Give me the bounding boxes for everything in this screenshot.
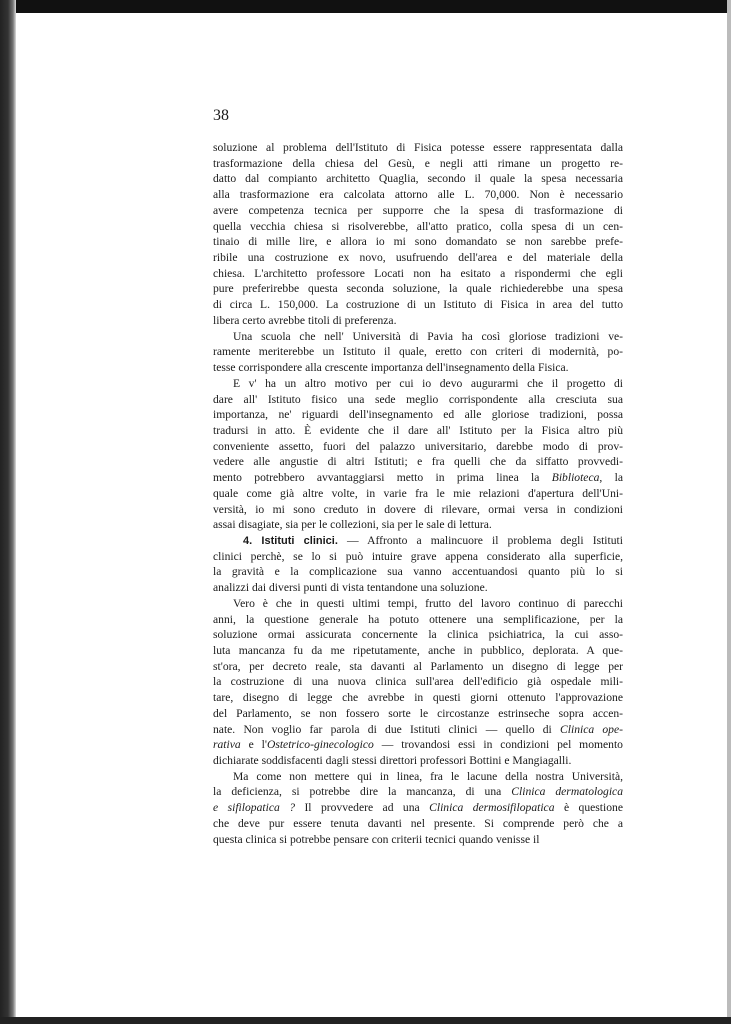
text-line: soluzione ormai assicurata concernente la clinica psichiatrica, la cui asso- xyxy=(213,628,623,642)
text-line xyxy=(213,737,623,753)
paragraph xyxy=(213,533,623,596)
text-line: datto dal compianto architetto Quaglia, secondo il quale la spesa necessaria xyxy=(213,172,623,186)
scan-edge-top xyxy=(0,0,731,13)
text-line: tesse corrispondere alla crescente importanza dell'insegnamento della Fisica. xyxy=(213,361,569,375)
text-line xyxy=(213,533,623,549)
paragraph xyxy=(213,376,623,533)
text-line: questa clinica si potrebbe pensare con criterii tecnici quando venisse il xyxy=(213,832,540,846)
text-line: tradursi in atto. È evidente che il dare all' Istituto per la Fisica altro più xyxy=(213,423,623,437)
body-text xyxy=(213,140,623,847)
text-line: luta mancanza fu da me ripetutamente, anche in pubblico, deplorata. A que- xyxy=(213,644,623,657)
text-line: trasformazione della chiesa del Gesù, e negli atti rimane un progetto re- xyxy=(213,156,623,170)
text-line: analizzi dai diversi punti di vista tentandone una soluzione. xyxy=(213,581,488,595)
text-segment: — trovandosi essi in condizioni pel momento xyxy=(373,738,623,752)
text-line: avere competenza tecnica per supporre che la spesa di trasformazione di xyxy=(213,203,623,217)
italic-term: Biblioteca xyxy=(551,471,600,485)
text-segment: , la xyxy=(599,471,623,485)
text-segment: mento potrebbero avvantaggiarsi metto in prima linea la xyxy=(213,471,552,485)
text-line: pure preferirebbe questa seconda soluzione, la quale richiederebbe una spesa xyxy=(213,282,623,296)
text-line: Vero è che in questi ultimi tempi, frutto del lavoro continuo di parecchi xyxy=(233,596,623,610)
text-line: quale come già altre volte, in varie fra le mie relazioni d'apertura dell'Uni- xyxy=(213,486,623,500)
scan-edge-bottom xyxy=(0,1017,731,1024)
text-segment: nate. Non voglio far parola di due Istituti clinici — quello di xyxy=(213,722,561,736)
paragraph xyxy=(213,140,623,329)
text-line: tinaio di mille lire, e allora io mi sono domandato se non sarebbe prefe- xyxy=(213,235,623,249)
text-line: Una scuola che nell' Università di Pavia ha così gloriose tradizioni ve- xyxy=(233,329,623,343)
paragraph xyxy=(213,596,623,769)
text-line: st'ora, per decreto reale, sta davanti al Parlamento un disegno di legge per xyxy=(213,659,623,673)
text-line: dichiarate soddisfacenti dagli stessi direttori professori Bottini e Mangiagalli. xyxy=(213,754,572,768)
scan-edge-right xyxy=(727,0,731,1024)
paragraph xyxy=(213,769,623,848)
text-line: libera certo avrebbe titoli di preferenza. xyxy=(213,313,397,327)
text-line: versità, io mi sono creduto in dovere di rilevare, ormai versa in condizioni xyxy=(213,502,623,516)
italic-term: Ostetrico-ginecologico xyxy=(266,738,374,752)
text-line: la costruzione di una nuova clinica sull'area dell'edificio già ospedale mili- xyxy=(213,675,623,689)
italic-term: Clinica ope- xyxy=(560,722,623,736)
text-line: alla trasformazione era calcolata attorno alle L. 70,000. Non è necessario xyxy=(213,188,623,202)
text-line: soluzione al problema dell'Istituto di Fisica potesse essere rappresentata dalla xyxy=(213,141,623,154)
text-segment: la deficienza, si potrebbe dire la mancanza, di una xyxy=(213,785,512,799)
text-line: conveniente assetto, fuori del palazzo universitario, darebbe modo di prov- xyxy=(213,439,623,453)
italic-term: Clinica dermosifilopatica xyxy=(429,801,555,815)
text-line: ramente meriterebbe un Istituto il quale, eretto con criteri di modernità, po- xyxy=(213,345,623,359)
text-line: dare all' Istituto fisico una sede meglio corrispondente alla cresciuta sua xyxy=(213,392,623,406)
text-line xyxy=(213,784,623,800)
text-segment: è questione xyxy=(554,801,623,815)
text-segment: e l' xyxy=(240,738,267,752)
text-line: di circa L. 150,000. La costruzione di un Istituto di Fisica in area del tutto xyxy=(213,298,623,312)
text-segment: — Affronto a malincuore il problema degli Istituti xyxy=(337,533,623,547)
text-segment: Il provvedere ad una xyxy=(295,801,430,815)
page-number: 38 xyxy=(213,107,229,124)
text-line: E v' ha un altro motivo per cui io devo augurarmi che il progetto di xyxy=(233,376,623,390)
text-line: quella vecchia chiesa si risolverebbe, all'atto pratico, colla spesa di un cen- xyxy=(213,219,623,233)
text-line: anni, la questione generale ha potuto ottenere una semplificazione, per la xyxy=(213,612,623,626)
text-line: la gravità e la complicazione sua vanno accentuandosi quanto più lo si xyxy=(213,565,623,579)
text-line: assai disagiate, sia per le collezioni, sia per le sale di lettura. xyxy=(213,518,492,532)
italic-term: e sifilopatica ? xyxy=(213,801,295,815)
text-line xyxy=(213,470,623,486)
text-line: del Parlamento, se non fossero sorte le circostanze estrinseche sopra accen- xyxy=(213,706,623,720)
text-line: che deve pur essere tenuta davanti nel presente. Si comprende però che a xyxy=(213,816,623,830)
italic-term: rativa xyxy=(213,738,241,752)
text-line: ribile una costruzione ex novo, usufruendo dell'area e del materiale della xyxy=(213,251,623,265)
paragraph xyxy=(213,329,623,376)
section-heading: 4. Istituti clinici. xyxy=(243,534,338,547)
text-line: chiesa. L'architetto professore Locati non ha esitato a rispondermi che egli xyxy=(213,266,623,280)
italic-term: Clinica dermatologica xyxy=(511,785,623,799)
text-line: tare, disegno di legge che avrebbe in questi giorni ottenuto l'approvazione xyxy=(213,691,623,705)
text-line: clinici perchè, se lo si può intuire grave appena considerato alla superficie, xyxy=(213,549,623,563)
text-line: Ma come non mettere qui in linea, fra le lacune della nostra Università, xyxy=(233,769,623,783)
scan-edge-left xyxy=(0,0,16,1024)
text-line: vedere alle angustie di altri Istituti; e fra quelli che da siffatto provvedi- xyxy=(213,455,623,469)
text-line: importanza, ne' riguardi dell'insegnamento ed alle gloriose tradizioni, possa xyxy=(213,408,623,422)
text-line xyxy=(213,722,623,738)
text-line xyxy=(213,800,623,816)
